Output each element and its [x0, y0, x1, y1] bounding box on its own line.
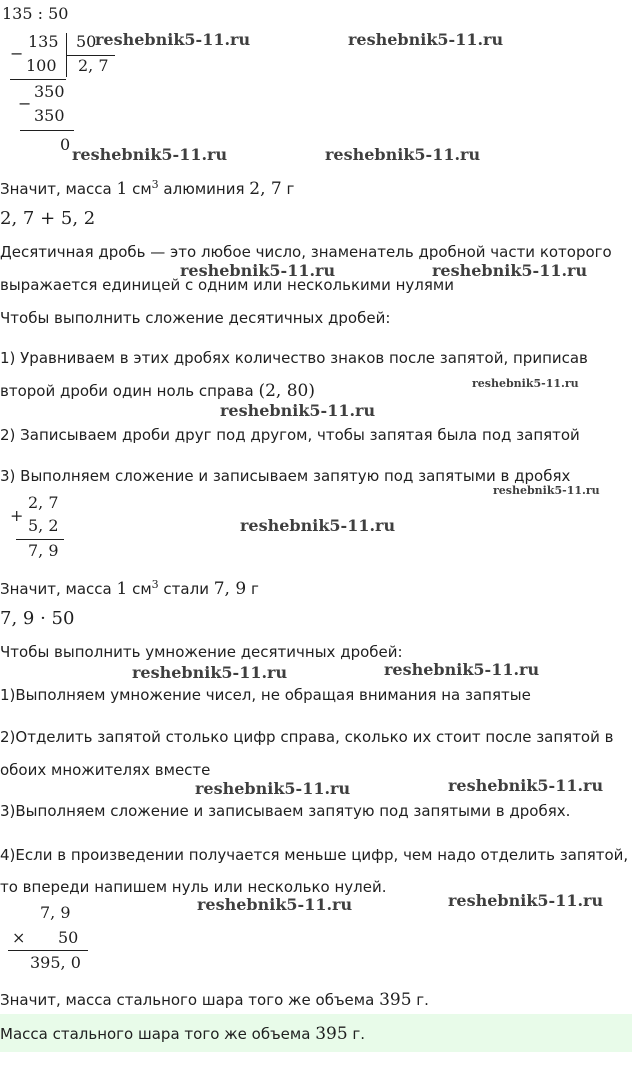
- watermark: reshebnik5-11.ru: [448, 891, 604, 910]
- multiplication-operand-a: 7, 9: [40, 903, 71, 922]
- multiplication-times: ×: [12, 928, 26, 947]
- watermark: reshebnik5-11.ru: [195, 779, 351, 798]
- watermark: reshebnik5-11.ru: [348, 30, 504, 49]
- watermark: reshebnik5-11.ru: [432, 261, 588, 280]
- watermark: reshebnik5-11.ru: [72, 145, 228, 164]
- definition-line-2: выражается единицей с одним или несколькими нулями: [0, 276, 454, 294]
- division-minus-2: −: [18, 94, 32, 113]
- division-remainder-2: 0: [60, 135, 71, 154]
- addition-operand-a: 2, 7: [28, 493, 59, 512]
- watermark: reshebnik5-11.ru: [197, 895, 353, 914]
- watermark: reshebnik5-11.ru: [472, 377, 579, 390]
- addition-operand-b: 5, 2: [28, 516, 59, 535]
- division-line-2: [20, 130, 74, 131]
- steel-mass-text: Значит, масса 1 $см^3$ стали 7, 9 г: [0, 578, 259, 599]
- division-expression: 135 : 50: [2, 4, 69, 23]
- division-dividend: 135: [28, 32, 59, 51]
- division-subtrahend-1: 100: [26, 56, 57, 75]
- watermark: reshebnik5-11.ru: [180, 261, 336, 280]
- addition-line: [16, 539, 64, 540]
- watermark: reshebnik5-11.ru: [384, 660, 540, 679]
- addition-step-1-line-1: 1) Уравниваем в этих дробях количество знаков после запятой, приписав: [0, 349, 588, 367]
- multiplication-step-4-line-2: то впереди напишем нуль или несколько нулей.: [0, 878, 387, 896]
- definition-line-1: Десятичная дробь — это любое число, знаменатель дробной части которого: [0, 243, 612, 261]
- product-expression: 7, 9 · 50: [0, 608, 75, 629]
- addition-step-3: 3) Выполняем сложение и записываем запятую под запятыми в дробях: [0, 467, 571, 485]
- multiplication-result: 395, 0: [30, 953, 81, 972]
- division-remainder-1: 350: [34, 82, 65, 101]
- multiplication-step-3: 3)Выполняем сложение и записываем запятую под запятыми в дробях.: [0, 802, 571, 820]
- division-minus: −: [10, 44, 24, 63]
- watermark: reshebnik5-11.ru: [132, 663, 288, 682]
- multiplication-step-2-line-2: обоих множителях вместе: [0, 761, 211, 779]
- multiplication-step-4-line-1: 4)Если в произведении получается меньше цифр, чем надо отделить запятой,: [0, 846, 629, 864]
- watermark: reshebnik5-11.ru: [95, 30, 251, 49]
- multiplication-title: Чтобы выполнить умножение десятичных дробей:: [0, 643, 403, 661]
- addition-step-2: 2) Записываем дроби друг под другом, чтобы запятая была под запятой: [0, 426, 580, 444]
- addition-plus: +: [10, 506, 24, 525]
- aluminium-mass-text: Значит, масса 1 $см^3$ алюминия 2, 7 г: [0, 178, 295, 199]
- multiplication-step-2-line-1: 2)Отделить запятой столько цифр справа, сколько их стоит после запятой в: [0, 728, 614, 746]
- addition-step-1-line-2: второй дроби один ноль справа (2, 80): [0, 381, 315, 401]
- steel-ball-mass-text: Значит, масса стального шара того же объема 395 г.: [0, 990, 429, 1010]
- watermark: reshebnik5-11.ru: [240, 516, 396, 535]
- multiplication-line: [8, 950, 88, 951]
- multiplication-operand-b: 50: [58, 928, 79, 947]
- watermark: reshebnik5-11.ru: [493, 484, 600, 497]
- sum-expression: 2, 7 + 5, 2: [0, 208, 96, 229]
- division-quotient: 2, 7: [78, 56, 109, 75]
- multiplication-step-1: 1)Выполняем умножение чисел, не обращая внимания на запятые: [0, 686, 531, 704]
- addition-title: Чтобы выполнить сложение десятичных дробей:: [0, 309, 391, 327]
- answer-box: [0, 1014, 632, 1052]
- watermark: reshebnik5-11.ru: [448, 776, 604, 795]
- division-divisor: 50: [76, 32, 97, 51]
- addition-result: 7, 9: [28, 541, 59, 560]
- division-line-1: [10, 79, 66, 80]
- answer-text: Масса стального шара того же объема 395 г.: [0, 1024, 366, 1044]
- watermark: reshebnik5-11.ru: [220, 401, 376, 420]
- watermark: reshebnik5-11.ru: [325, 145, 481, 164]
- division-subtrahend-2: 350: [34, 106, 65, 125]
